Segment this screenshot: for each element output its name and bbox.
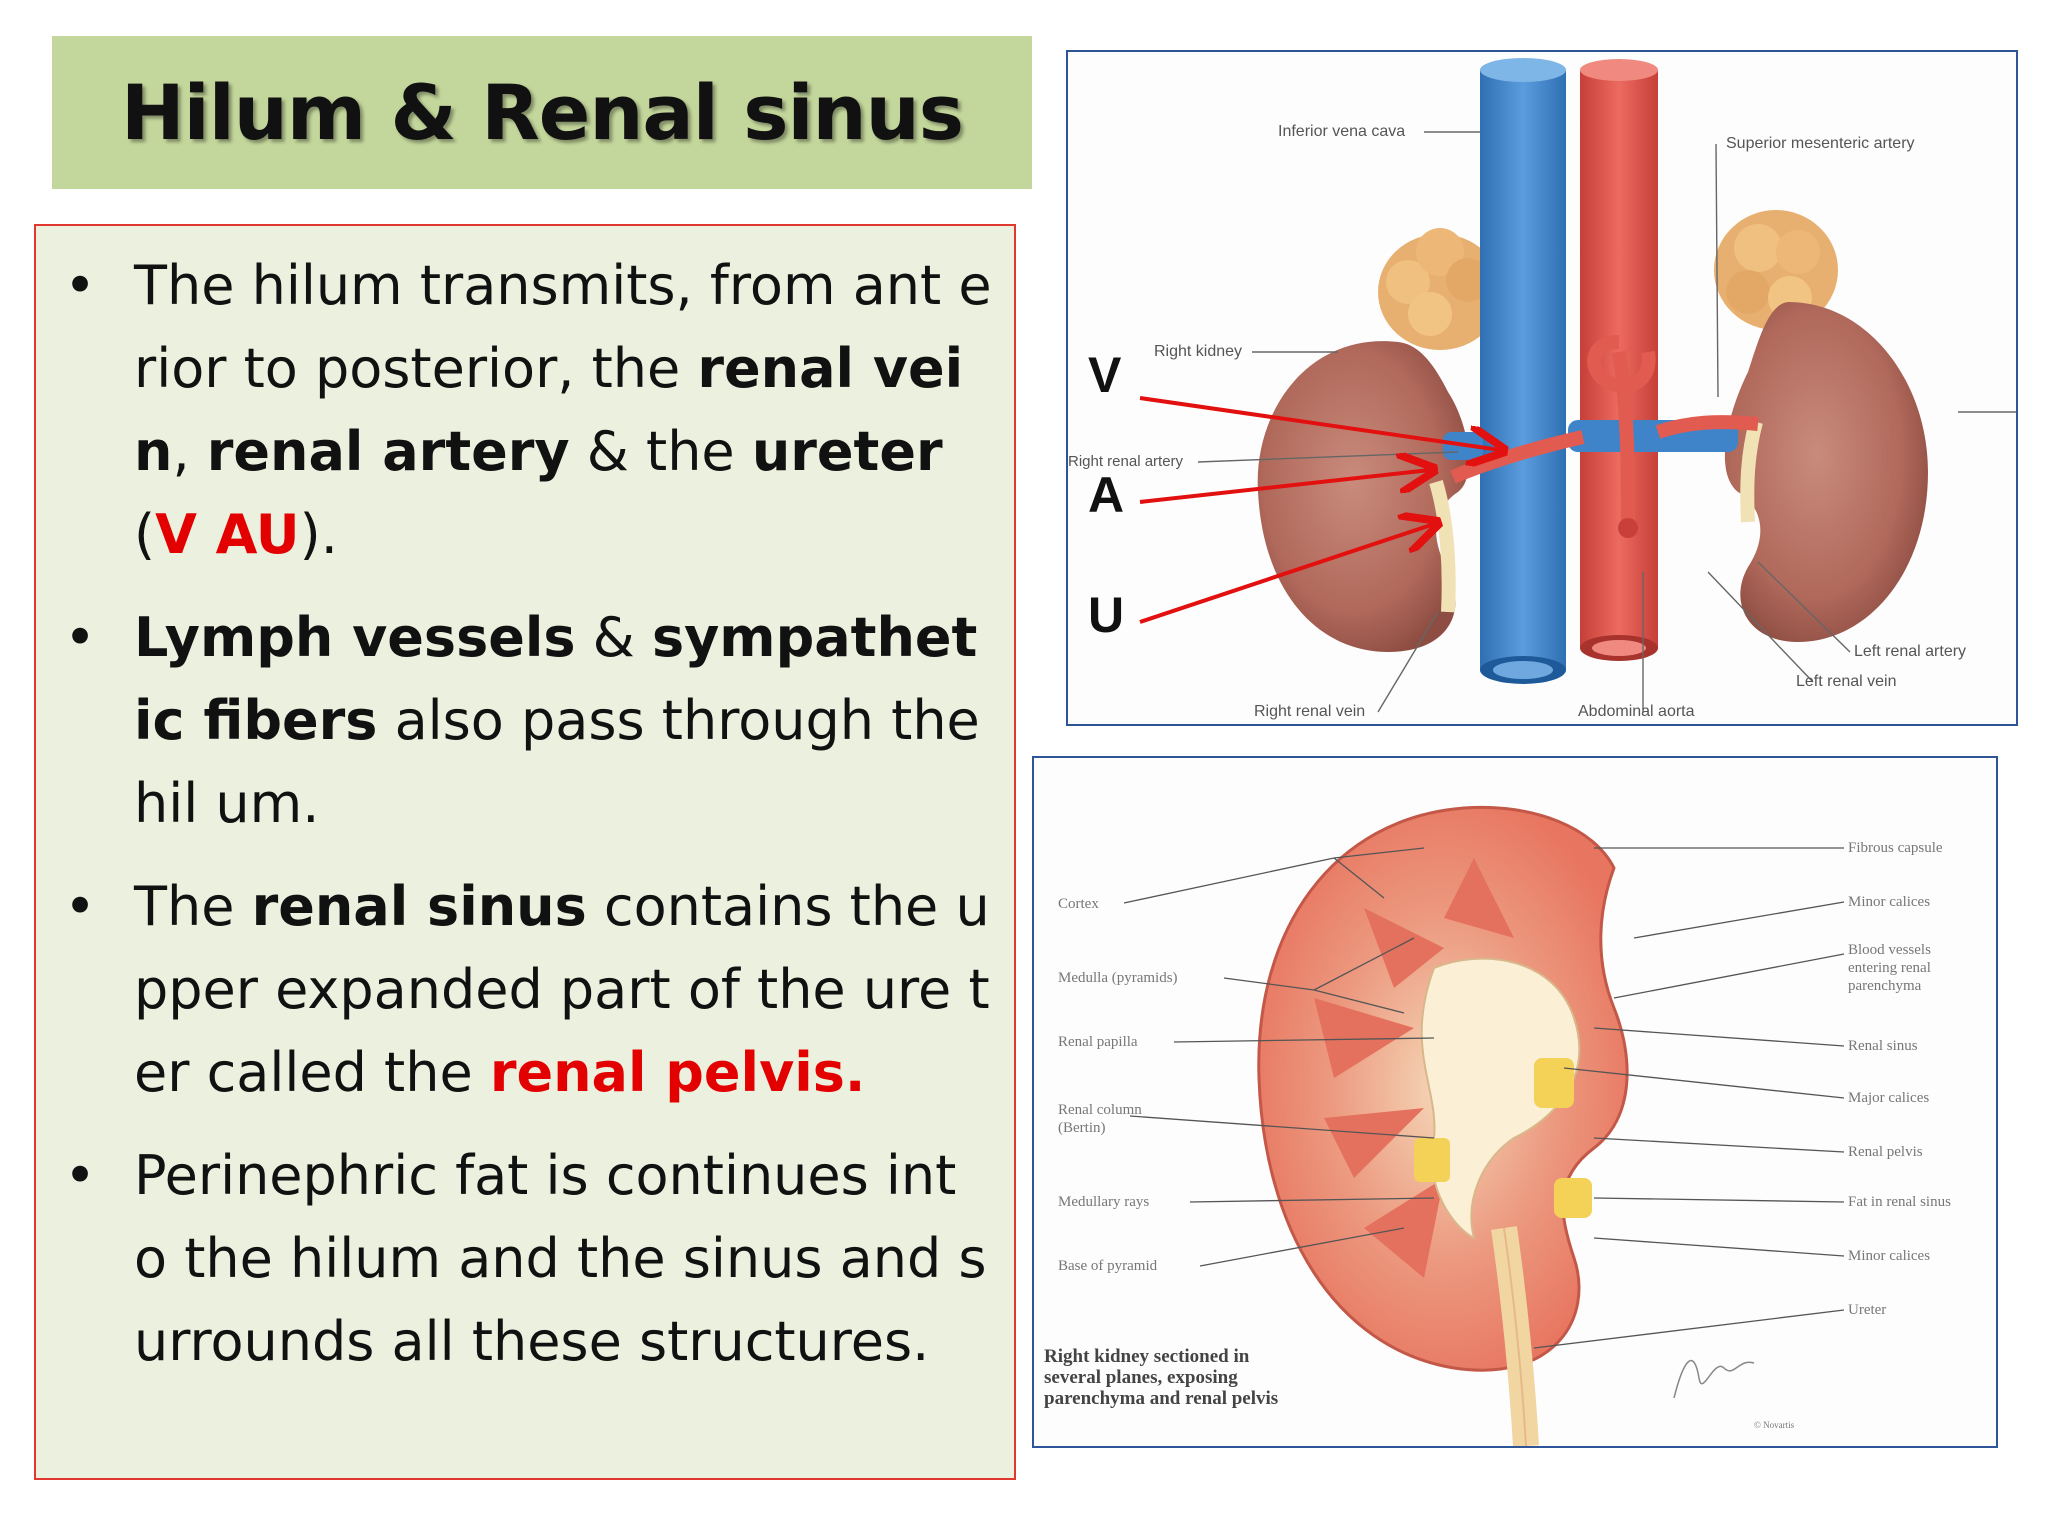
label-abdominal-aorta: Abdominal aorta	[1578, 703, 1695, 720]
label-blood-vessels-1: Blood vessels	[1848, 942, 1931, 958]
bullet-text-segment: ureter	[751, 420, 943, 483]
label-left-renal-artery: Left renal artery	[1854, 643, 1967, 660]
bullet-panel	[34, 224, 1016, 1480]
label-right-renal-vein: Right renal vein	[1254, 703, 1366, 720]
label-fat-in-renal-sinus: Fat in renal sinus	[1848, 1194, 1951, 1210]
bullet-text-segment: renal pelvis.	[489, 1041, 866, 1104]
label-cortex: Cortex	[1058, 896, 1099, 912]
label-blood-vessels-3: parenchyma	[1848, 978, 1922, 994]
slide-title: Hilum & Renal sinus	[121, 68, 963, 157]
bullet-text-segment: renal sinus	[251, 875, 587, 938]
caption-line-2: several planes, exposing	[1044, 1367, 1238, 1388]
inferior-vena-cava-shape	[1480, 70, 1566, 670]
bullet-dot: •	[64, 875, 96, 938]
label-major-calices: Major calices	[1848, 1090, 1930, 1106]
bullet-dot: •	[64, 1144, 96, 1207]
bullet-list	[36, 244, 1014, 1403]
bullet-text-segment: Lymph vessels	[134, 606, 576, 669]
bullet-text-segment: Perinephric fat is continues int o the hilum and the sinus and surrounds all these structures.	[134, 1144, 987, 1373]
bullet-text-segment: V AU	[155, 503, 300, 566]
bullet-item	[36, 244, 1014, 576]
bullet-text-segment: sympathetic fibers	[134, 606, 978, 752]
title-banner	[52, 36, 1032, 189]
label-minor-calices-2: Minor calices	[1848, 1248, 1931, 1264]
label-right-renal-artery: Right renal artery	[1068, 453, 1184, 470]
kidney-vessels-figure	[1066, 50, 2018, 726]
bullet-text-segment: renal vei n	[134, 337, 964, 483]
label-left-renal-vein: Left renal vein	[1796, 673, 1897, 690]
bullet-dot: •	[64, 606, 96, 669]
bullet-text-segment: ).	[299, 503, 338, 566]
label-medulla: Medulla (pyramids)	[1058, 970, 1178, 986]
label-ureter: Ureter	[1848, 1302, 1887, 1318]
bullet-text-segment: & the	[569, 420, 752, 483]
bullet-text-segment: also pass through the hil um.	[134, 689, 980, 835]
label-minor-calices-1: Minor calices	[1848, 894, 1931, 910]
label-base-of-pyramid: Base of pyramid	[1058, 1258, 1158, 1274]
left-kidney-shape	[1725, 302, 1928, 642]
label-renal-column-1: Renal column	[1058, 1102, 1142, 1118]
marker-u: U	[1088, 587, 1125, 643]
bullet-text-segment: &	[575, 606, 652, 669]
bullet-text-segment: (	[134, 503, 156, 566]
bullet-text-segment: contains the u pper expanded part of the ure ter called the	[134, 875, 990, 1104]
bullet-text-segment: The hilum transmits, from ant erior to posterior, the	[134, 254, 992, 400]
label-inferior-vena-cava: Inferior vena cava	[1278, 123, 1406, 140]
caption-line-1: Right kidney sectioned in	[1044, 1346, 1250, 1367]
artist-signature	[1674, 1361, 1754, 1398]
bullet-text-segment: renal artery	[206, 420, 570, 483]
label-right-kidney: Right kidney	[1154, 343, 1243, 360]
label-blood-vessels-2: entering renal	[1848, 960, 1931, 976]
label-superior-mesenteric-artery: Superior mesenteric artery	[1726, 135, 1915, 152]
bullet-item	[36, 596, 1014, 845]
label-renal-papilla: Renal papilla	[1058, 1034, 1138, 1050]
bullet-item	[36, 1134, 1014, 1383]
copyright-text: © Novartis	[1754, 1420, 1795, 1430]
label-renal-column-2: (Bertin)	[1058, 1120, 1106, 1136]
marker-a: A	[1088, 467, 1125, 523]
caption-line-3: parenchyma and renal pelvis	[1044, 1388, 1279, 1409]
bullet-text-segment: The	[134, 875, 252, 938]
kidney-section-figure	[1032, 756, 1998, 1448]
label-renal-sinus: Renal sinus	[1848, 1038, 1918, 1054]
bullet-text-segment: ,	[172, 420, 207, 483]
marker-v: V	[1088, 347, 1122, 403]
bullet-dot: •	[64, 254, 96, 317]
label-medullary-rays: Medullary rays	[1058, 1194, 1150, 1210]
label-renal-pelvis: Renal pelvis	[1848, 1144, 1923, 1160]
label-fibrous-capsule: Fibrous capsule	[1848, 840, 1943, 856]
bullet-item	[36, 865, 1014, 1114]
